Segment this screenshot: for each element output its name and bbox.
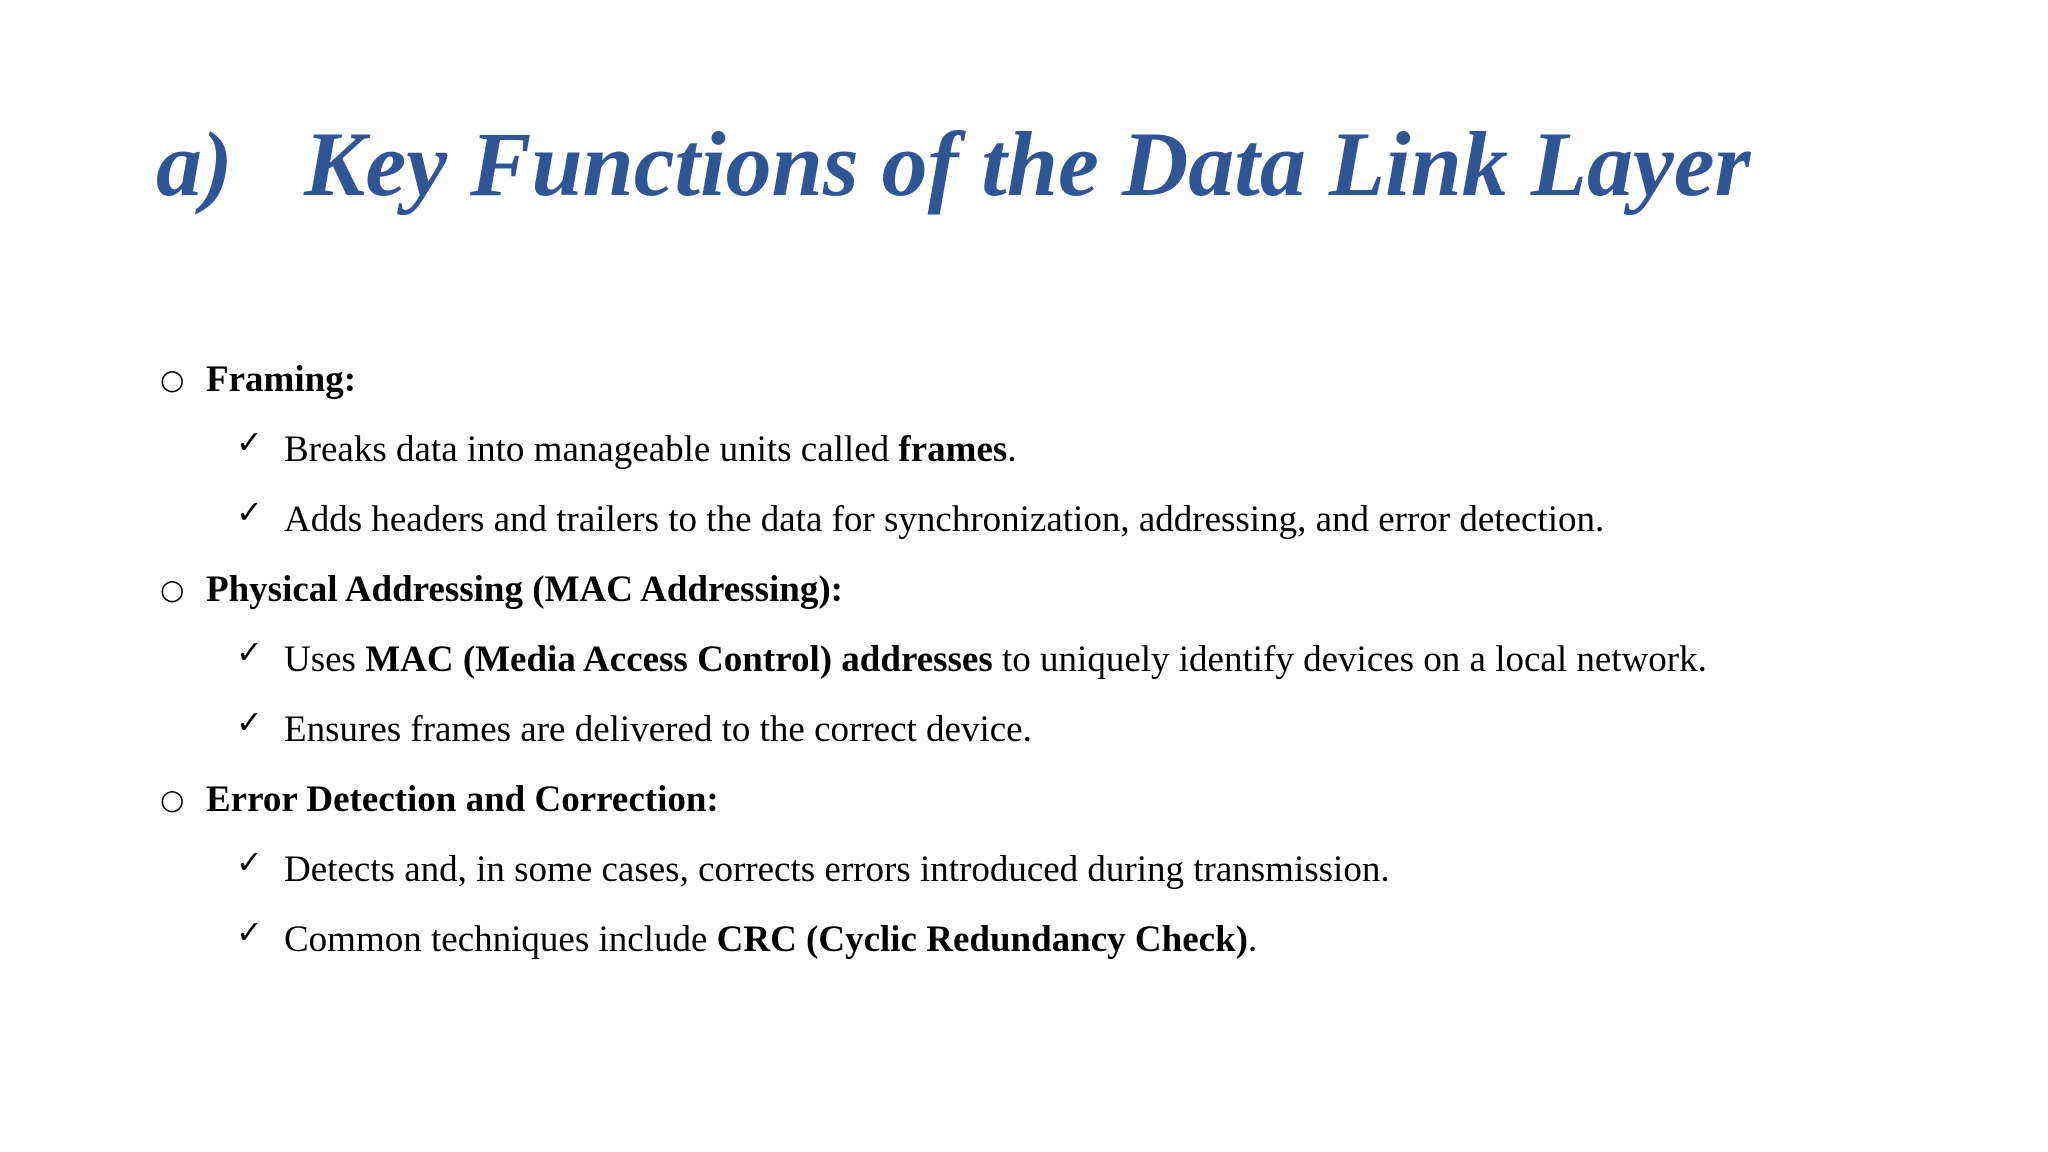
title-text: Key Functions of the Data Link Layer — [304, 113, 1751, 215]
point-bold-text: CRC (Cyclic Redundancy Check) — [716, 919, 1248, 960]
checkmark-icon: ✓ — [236, 913, 263, 951]
section-heading-error-detection — [158, 765, 2018, 835]
point-text-end: . — [1247, 919, 1258, 960]
list-item — [158, 835, 2018, 905]
point-text-end: to uniquely identify devices on a local network. — [992, 639, 1707, 680]
point-text: Adds headers and trailers to the data for synchronization, addressing, and error detection. — [284, 499, 1605, 540]
checkmark-icon: ✓ — [236, 843, 263, 881]
section-heading-label: Physical Addressing (MAC Addressing): — [206, 569, 843, 610]
point-text: Ensures frames are delivered to the correct device. — [284, 709, 1032, 750]
point-text: Common techniques include — [284, 919, 717, 960]
section-heading-label: Framing: — [206, 359, 357, 400]
point-text-end: . — [1007, 429, 1017, 470]
checkmark-icon: ✓ — [236, 703, 263, 741]
bullet-list — [158, 345, 2018, 975]
list-item — [158, 625, 2018, 695]
checkmark-icon: ✓ — [236, 493, 263, 531]
section-heading-framing — [158, 345, 2018, 415]
point-bold-text: frames — [898, 429, 1008, 470]
checkmark-icon: ✓ — [236, 423, 263, 461]
list-item — [158, 415, 2018, 485]
circle-bullet-icon: ○ — [160, 783, 185, 816]
point-text: Detects and, in some cases, corrects errors introduced during transmission. — [284, 849, 1390, 890]
list-item — [158, 695, 2018, 765]
point-text: Breaks data into manageable units called — [284, 429, 899, 470]
list-item — [158, 905, 2018, 975]
point-text: Uses — [284, 639, 366, 680]
section-heading-label: Error Detection and Correction: — [206, 779, 719, 820]
checkmark-icon: ✓ — [236, 633, 263, 671]
circle-bullet-icon: ○ — [160, 573, 185, 606]
circle-bullet-icon: ○ — [160, 363, 185, 396]
slide-title — [156, 113, 1751, 215]
point-bold-text: MAC (Media Access Control) addresses — [365, 639, 993, 680]
section-heading-physical-addressing — [158, 555, 2018, 625]
title-enumerator: a) — [156, 113, 233, 215]
list-item — [158, 485, 2018, 555]
